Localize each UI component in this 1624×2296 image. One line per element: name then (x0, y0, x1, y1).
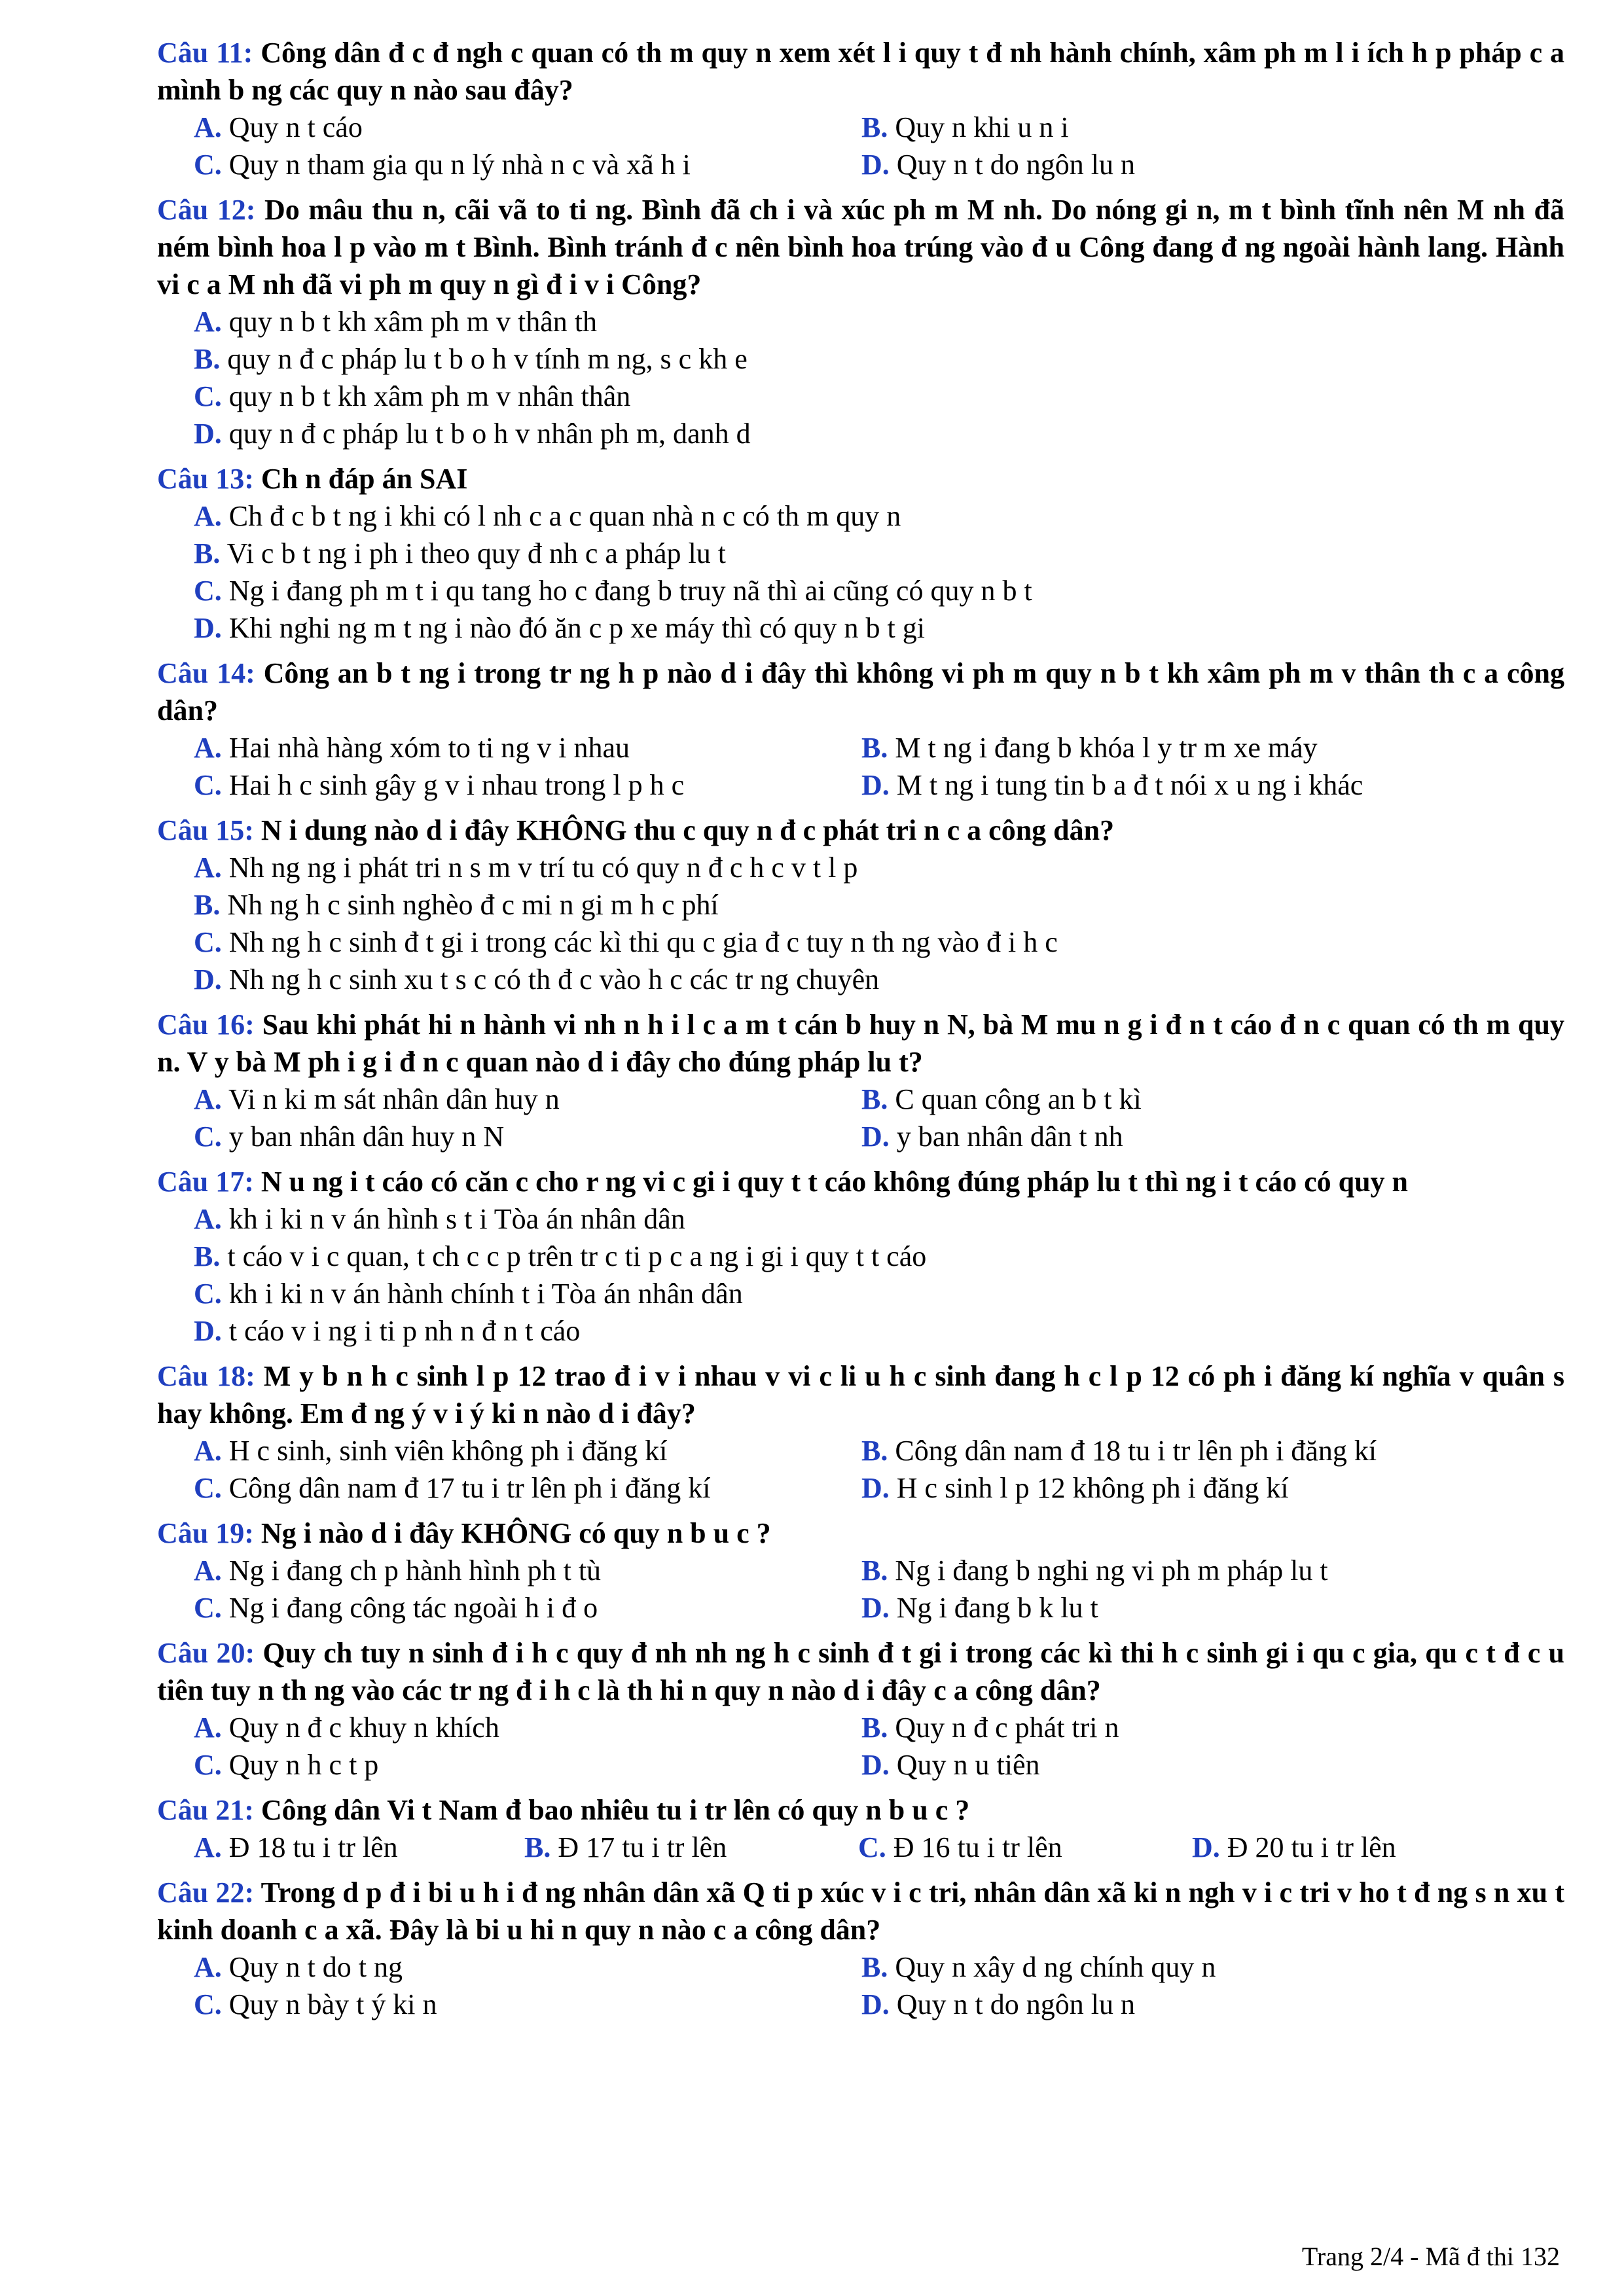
option-letter: B. (861, 732, 888, 764)
answer-option (861, 1469, 1564, 1507)
question (157, 655, 1564, 804)
option-letter: A. (194, 1951, 222, 1983)
question-text: Sau khi phát hi n hành vi nh n h i l c a m t cán b huy n N, bà M mu n g i đ n t cáo đ n c quan có th m quy n. V y bà M ph i g i đ n c quan nào d i đây cho đúng pháp lu t? (157, 1009, 1564, 1078)
option-letter: B. (194, 343, 221, 375)
option-text: t cáo v i ng i ti p nh n đ n t cáo (228, 1315, 581, 1347)
answer-option (194, 378, 1564, 415)
option-text: Công dân nam đ 17 tu i tr lên ph i đăng kí (228, 1472, 711, 1504)
answer-options (157, 1432, 1564, 1507)
question-number: Câu 20: (157, 1637, 255, 1669)
question-stem (157, 1634, 1564, 1709)
question-stem (157, 1357, 1564, 1432)
option-text: Ch đ c b t ng i khi có l nh c a c quan nhà n c có th m quy n (228, 500, 901, 532)
option-text: M t ng i đang b khóa l y tr m xe máy (895, 732, 1318, 764)
question (157, 1163, 1564, 1350)
answer-option (861, 1589, 1564, 1626)
option-text: y ban nhân dân t nh (896, 1121, 1123, 1153)
answer-options (157, 729, 1564, 804)
option-letter: A. (194, 1435, 222, 1467)
option-letter: A. (194, 1831, 222, 1863)
answer-option (194, 1746, 861, 1784)
option-letter: D. (861, 1121, 890, 1153)
option-letter: C. (194, 1472, 222, 1504)
option-text: Quy n xây d ng chính quy n (895, 1951, 1216, 1983)
answer-option (194, 961, 1564, 998)
option-text: Đ 16 tu i tr lên (893, 1831, 1062, 1863)
answer-option (861, 729, 1564, 766)
answer-option (194, 849, 1564, 886)
answer-options (157, 1552, 1564, 1626)
answer-option (194, 1200, 1564, 1238)
option-text: Đ 20 tu i tr lên (1227, 1831, 1396, 1863)
option-letter: B. (194, 1240, 221, 1272)
option-text: Nh ng h c sinh nghèo đ c mi n gi m h c phí (227, 889, 719, 921)
option-text: C quan công an b t kì (895, 1083, 1142, 1115)
answer-options (157, 109, 1564, 183)
option-text: M t ng i tung tin b a đ t nói x u ng i khác (896, 769, 1363, 801)
option-text: kh i ki n v án hình s t i Tòa án nhân dân (228, 1203, 685, 1235)
answer-options (157, 1081, 1564, 1155)
option-text: Quy n đ c khuy n khích (228, 1712, 499, 1744)
option-text: Nh ng h c sinh đ t gi i trong các kì thi qu c gia đ c tuy n th ng vào đ i h c (228, 926, 1058, 958)
question-stem (157, 1874, 1564, 1948)
option-text: Quy n u tiên (896, 1749, 1040, 1781)
question-stem (157, 191, 1564, 303)
question-number: Câu 11: (157, 37, 253, 69)
answer-options (157, 1829, 1564, 1866)
answer-option (194, 535, 1564, 572)
question-text: N i dung nào d i đây KHÔNG thu c quy n đ c phát tri n c a công dân? (261, 814, 1115, 846)
question-number: Câu 12: (157, 194, 256, 226)
option-letter: C. (194, 149, 222, 181)
option-letter: B. (861, 1951, 888, 1983)
option-letter: C. (858, 1831, 886, 1863)
option-letter: C. (194, 1592, 222, 1624)
option-text: t cáo v i c quan, t ch c c p trên tr c ti p c a ng i gi i quy t t cáo (227, 1240, 927, 1272)
question-text: Công an b t ng i trong tr ng h p nào d i đây thì không vi ph m quy n b t kh xâm ph m v thân th c a công dân? (157, 657, 1565, 726)
answer-option (861, 1118, 1564, 1155)
option-letter: A. (194, 500, 222, 532)
option-text: Ng i đang b nghi ng vi ph m pháp lu t (895, 1554, 1328, 1587)
answer-option (524, 1829, 858, 1866)
question-number: Câu 16: (157, 1009, 255, 1041)
option-letter: D. (861, 149, 890, 181)
option-letter: B. (861, 1554, 888, 1587)
option-text: quy n b t kh xâm ph m v thân th (228, 306, 597, 338)
question (157, 1874, 1564, 2023)
option-text: quy n đ c pháp lu t b o h v tính m ng, s c kh e (227, 343, 748, 375)
option-letter: D. (861, 1592, 890, 1624)
option-letter: A. (194, 1083, 222, 1115)
option-text: Nh ng ng i phát tri n s m v trí tu có quy n đ c h c v t l p (228, 852, 858, 884)
option-text: Ng i đang ph m t i qu tang ho c đang b truy nã thì ai cũng có quy n b t (228, 575, 1032, 607)
question-stem (157, 34, 1564, 109)
option-letter: D. (861, 1988, 890, 2020)
option-text: Quy n đ c phát tri n (895, 1712, 1119, 1744)
question (157, 1791, 1564, 1866)
option-letter: D. (194, 418, 222, 450)
option-text: Công dân nam đ 18 tu i tr lên ph i đăng kí (895, 1435, 1377, 1467)
option-text: Vi n ki m sát nhân dân huy n (228, 1083, 560, 1115)
answer-option (194, 109, 861, 146)
option-letter: B. (194, 889, 221, 921)
option-text: H c sinh, sinh viên không ph i đăng kí (228, 1435, 668, 1467)
option-text: Ng i đang b k lu t (896, 1592, 1098, 1624)
option-text: Quy n t cáo (228, 111, 363, 143)
answer-option (194, 1948, 861, 1986)
option-letter: D. (194, 612, 222, 644)
option-text: y ban nhân dân huy n N (228, 1121, 505, 1153)
answer-option (194, 340, 1564, 378)
option-text: quy n b t kh xâm ph m v nhân thân (228, 380, 631, 412)
question-number: Câu 13: (157, 463, 254, 495)
option-text: H c sinh l p 12 không ph i đăng kí (896, 1472, 1289, 1504)
question-text: N u ng i t cáo có căn c cho r ng vi c gi i quy t t cáo không đúng pháp lu t thì ng i t cáo có quy n (261, 1166, 1409, 1198)
option-letter: C. (194, 1749, 222, 1781)
question-number: Câu 15: (157, 814, 254, 846)
option-letter: B. (861, 1435, 888, 1467)
answer-option (861, 1948, 1564, 1986)
option-text: Quy n bày t ý ki n (228, 1988, 437, 2020)
question-stem (157, 655, 1564, 729)
option-letter: A. (194, 852, 222, 884)
answer-option (194, 1275, 1564, 1312)
question-stem (157, 1791, 1564, 1829)
answer-option (194, 497, 1564, 535)
option-letter: B. (861, 1712, 888, 1744)
option-text: Quy n t do t ng (228, 1951, 403, 1983)
answer-option (194, 1081, 861, 1118)
question-text: Công dân Vi t Nam đ bao nhiêu tu i tr lên có quy n b u c ? (261, 1794, 970, 1826)
question-stem (157, 812, 1564, 849)
answer-option (861, 766, 1564, 804)
option-text: kh i ki n v án hành chính t i Tòa án nhân dân (228, 1278, 743, 1310)
question-number: Câu 21: (157, 1794, 254, 1826)
answer-option (194, 766, 861, 804)
option-text: quy n đ c pháp lu t b o h v nhân ph m, danh d (228, 418, 751, 450)
answer-option (194, 886, 1564, 924)
option-text: Quy n h c t p (228, 1749, 379, 1781)
question (157, 812, 1564, 998)
answer-options (157, 1948, 1564, 2023)
question-number: Câu 17: (157, 1166, 254, 1198)
answer-option (1192, 1829, 1564, 1866)
question-text: Quy ch tuy n sinh đ i h c quy đ nh nh ng h c sinh đ t gi i trong các kì thi h c sinh gi i qu c gia, qu c t đ c u tiên tuy n th ng vào các tr ng đ i h c là th hi n quy n nào d i đây c a công dân? (157, 1637, 1565, 1706)
question-text: Công dân đ c đ ngh c quan có th m quy n xem xét l i quy t đ nh hành chính, xâm ph m l i ích h p pháp c a mình b ng các quy n nào sau đây? (157, 37, 1564, 106)
answer-option (858, 1829, 1192, 1866)
option-letter: D. (861, 769, 890, 801)
question (157, 460, 1564, 647)
answer-option (861, 1432, 1564, 1469)
option-letter: A. (194, 1203, 222, 1235)
option-letter: B. (524, 1831, 551, 1863)
question-number: Câu 19: (157, 1517, 254, 1549)
question-text: Do mâu thu n, cãi vã to ti ng. Bình đã ch i và xúc ph m M nh. Do nóng gi n, m t bình tĩnh nên M nh đã ném bình hoa l p vào m t Bình. Bình tránh đ c nên bình hoa trúng vào đ u Công đang đ ng ngoài hành lang. Hành vi c a M nh đã vi ph m quy n gì đ i v i Công? (157, 194, 1565, 300)
option-letter: D. (861, 1472, 890, 1504)
option-text: Đ 18 tu i tr lên (228, 1831, 398, 1863)
question-text: M y b n h c sinh l p 12 trao đ i v i nhau v vi c li u h c sinh đang h c l p 12 có ph i đăng kí nghĩa v quân s hay không. Em đ ng ý v i ý ki n nào d i đây? (157, 1360, 1564, 1429)
option-letter: A. (194, 111, 222, 143)
answer-option (194, 415, 1564, 452)
option-text: Khi nghi ng m t ng i nào đó ăn c p xe máy thì có quy n b t gi (228, 612, 925, 644)
answer-option (194, 1986, 861, 2023)
option-text: Hai h c sinh gây g v i nhau trong l p h c (228, 769, 685, 801)
option-text: Hai nhà hàng xóm to ti ng v i nhau (228, 732, 630, 764)
option-letter: D. (1192, 1831, 1220, 1863)
question (157, 1515, 1564, 1626)
answer-option (861, 1552, 1564, 1589)
answer-options (157, 849, 1564, 998)
answer-option (194, 1552, 861, 1589)
option-letter: B. (861, 1083, 888, 1115)
answer-option (194, 1118, 861, 1155)
answer-option (194, 146, 861, 183)
question-stem (157, 1515, 1564, 1552)
question (157, 34, 1564, 183)
option-letter: A. (194, 1712, 222, 1744)
option-text: Đ 17 tu i tr lên (558, 1831, 727, 1863)
question-text: Trong d p đ i bi u h i đ ng nhân dân xã Q ti p xúc v i c tri, nhân dân xã ki n ngh v i c tri v ho t đ ng s n xu t kinh doanh c a xã. Đây là bi u hi n quy n nào c a công dân? (157, 1876, 1564, 1946)
option-letter: B. (861, 111, 888, 143)
option-text: Quy n khi u n i (895, 111, 1069, 143)
page-footer: Trang 2/4 - Mã đ thi 132 (1301, 2242, 1560, 2271)
option-text: Ng i đang ch p hành hình ph t tù (228, 1554, 602, 1587)
question (157, 1006, 1564, 1155)
question (157, 1357, 1564, 1507)
answer-option (194, 1829, 524, 1866)
answer-option (861, 1986, 1564, 2023)
answer-option (861, 1746, 1564, 1784)
option-letter: C. (194, 1988, 222, 2020)
option-letter: C. (194, 380, 222, 412)
answer-option (194, 1238, 1564, 1275)
option-letter: A. (194, 1554, 222, 1587)
question (157, 191, 1564, 452)
question-stem (157, 460, 1564, 497)
answer-option (194, 1589, 861, 1626)
answer-option (194, 572, 1564, 609)
answer-option (194, 1709, 861, 1746)
answer-options (157, 303, 1564, 452)
option-letter: D. (194, 1315, 222, 1347)
option-text: Vi c b t ng i ph i theo quy đ nh c a pháp lu t (226, 537, 726, 569)
option-text: Quy n tham gia qu n lý nhà n c và xã h i (228, 149, 691, 181)
answer-option (861, 109, 1564, 146)
question-text: Ch n đáp án SAI (261, 463, 468, 495)
option-letter: C. (194, 926, 222, 958)
option-text: Ng i đang công tác ngoài h i đ o (228, 1592, 598, 1624)
answer-option (194, 924, 1564, 961)
answer-options (157, 497, 1564, 647)
answer-option (194, 1312, 1564, 1350)
question-stem (157, 1006, 1564, 1081)
option-letter: A. (194, 732, 222, 764)
answer-options (157, 1709, 1564, 1784)
answer-option (861, 1709, 1564, 1746)
question-number: Câu 22: (157, 1876, 255, 1909)
question-number: Câu 14: (157, 657, 255, 689)
answer-option (194, 303, 1564, 340)
answer-option (194, 1469, 861, 1507)
answer-option (194, 609, 1564, 647)
question-stem (157, 1163, 1564, 1200)
question-text: Ng i nào d i đây KHÔNG có quy n b u c ? (261, 1517, 771, 1549)
exam-page (157, 34, 1564, 2023)
answer-options (157, 1200, 1564, 1350)
answer-option (194, 729, 861, 766)
question (157, 1634, 1564, 1784)
answer-option (861, 1081, 1564, 1118)
option-letter: D. (194, 963, 222, 996)
option-letter: D. (861, 1749, 890, 1781)
option-letter: B. (194, 537, 221, 569)
option-letter: C. (194, 769, 222, 801)
option-letter: C. (194, 575, 222, 607)
answer-option (861, 146, 1564, 183)
option-text: Nh ng h c sinh xu t s c có th đ c vào h c các tr ng chuyên (228, 963, 880, 996)
answer-option (194, 1432, 861, 1469)
option-letter: A. (194, 306, 222, 338)
option-text: Quy n t do ngôn lu n (896, 1988, 1136, 2020)
option-letter: C. (194, 1278, 222, 1310)
option-text: Quy n t do ngôn lu n (896, 149, 1136, 181)
question-number: Câu 18: (157, 1360, 255, 1392)
option-letter: C. (194, 1121, 222, 1153)
